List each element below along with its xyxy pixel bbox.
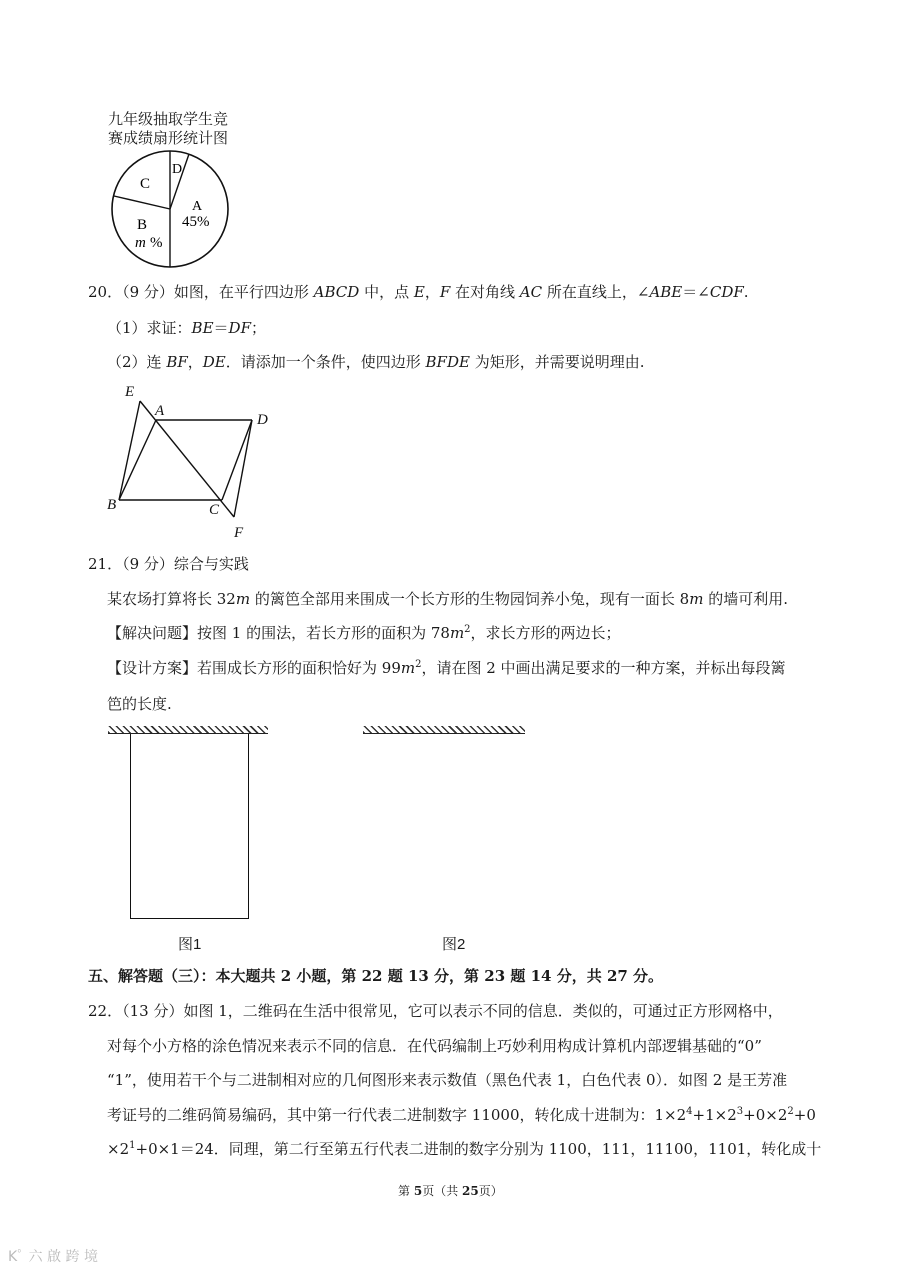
slice-label-a: A [192,199,203,214]
slice-value-b-pct: % [150,235,163,251]
point-label-e: E [125,384,135,400]
slice-label-d: D [172,162,183,177]
parallelogram-figure [100,380,280,542]
segment-dc [222,420,252,500]
section5-heading: 五、解答题（三）：本大题共 2 小题，第 22 题 13 分，第 23 题 14 分，共 27 分。 [88,967,664,985]
q22-line1: 22．（13 分）如图 1，二维码在生活中很常见，它可以表示不同的信息．类似的，可通过正方形网格中， [88,1002,783,1020]
point-label-f: F [234,525,244,541]
point-label-d: D [257,412,268,428]
q21-heading: 21．（9 分）综合与实践 [88,555,249,573]
pie-divider-bc [114,196,170,209]
fence-rectangle-fig1 [130,734,249,919]
segment-df [234,420,252,517]
q20-heading: 20．（9 分）如图，在平行四边形 ABCD 中，点 E，F 在对角线 AC 所在直线上，∠ABE＝∠CDF. [88,283,749,301]
pie-chart [100,150,240,275]
slice-label-b: B [137,217,148,233]
pie-title-line1: 九年级抽取学生竞 [108,110,229,128]
page-footer: 第 5页（共 25页） [398,1184,503,1198]
q22-line4: 考证号的二维码简易编码，其中第一行代表二进制数字 11000，转化成十进制为：$1\times 2^4+1\times 2^3+0\times 2^2+0$ [107,1106,816,1124]
segment-ab [119,420,156,500]
q22-line3: “1”，使用若干个与二进制相对应的几何图形来表示数值（黑色代表 1，白色代表 0）．如图 2 是王芳准 [107,1071,788,1089]
q21-design-cont: 笆的长度. [107,695,172,713]
q22-line5: $\times 2^1+0\times 1=24$．同理，第二行至第五行代表二进制的数字分别为 1100，111，11100，1101，转化成十 [107,1140,822,1158]
point-label-b: B [107,497,117,513]
q20-part2: （2）连 BF，DE．请添加一个条件，使四边形 BFDE 为矩形，并需要说明理由. [107,353,645,371]
slice-label-c: C [140,176,151,192]
pie-title-line2: 赛成绩扇形统计图 [108,129,229,147]
segment-be [119,401,140,500]
slice-value-a: 45% [182,214,210,230]
q21-solve: 【解决问题】按图 1 的围法，若长方形的面积为 $78m^2$，求长方形的两边长； [107,624,621,642]
wall-fig1 [108,726,268,734]
wall-fig2 [363,726,525,734]
fig2-label: 图2 [442,936,466,953]
slice-value-b-var: m [135,235,146,251]
fig1-label: 图1 [178,936,202,953]
q21-intro: 某农场打算将长 32m 的篱笆全部用来围成一个长方形的生物园饲养小兔，现有一面长 8m 的墙可利用. [107,590,788,608]
point-label-a: A [155,403,165,419]
q20-part1: （1）求证：BE＝DF； [107,319,266,337]
point-label-c: C [209,502,220,518]
watermark-logo: Kﾟ 六 啟 跨 境 [8,1249,98,1265]
q21-design: 【设计方案】若围成长方形的面积恰好为 $99m^2$，请在图 2 中画出满足要求的一种方案，并标出每段篱 [107,659,786,677]
q22-line2: 对每个小方格的涂色情况来表示不同的信息．在代码编制上巧妙利用构成计算机内部逻辑基础的“0” [107,1037,762,1055]
